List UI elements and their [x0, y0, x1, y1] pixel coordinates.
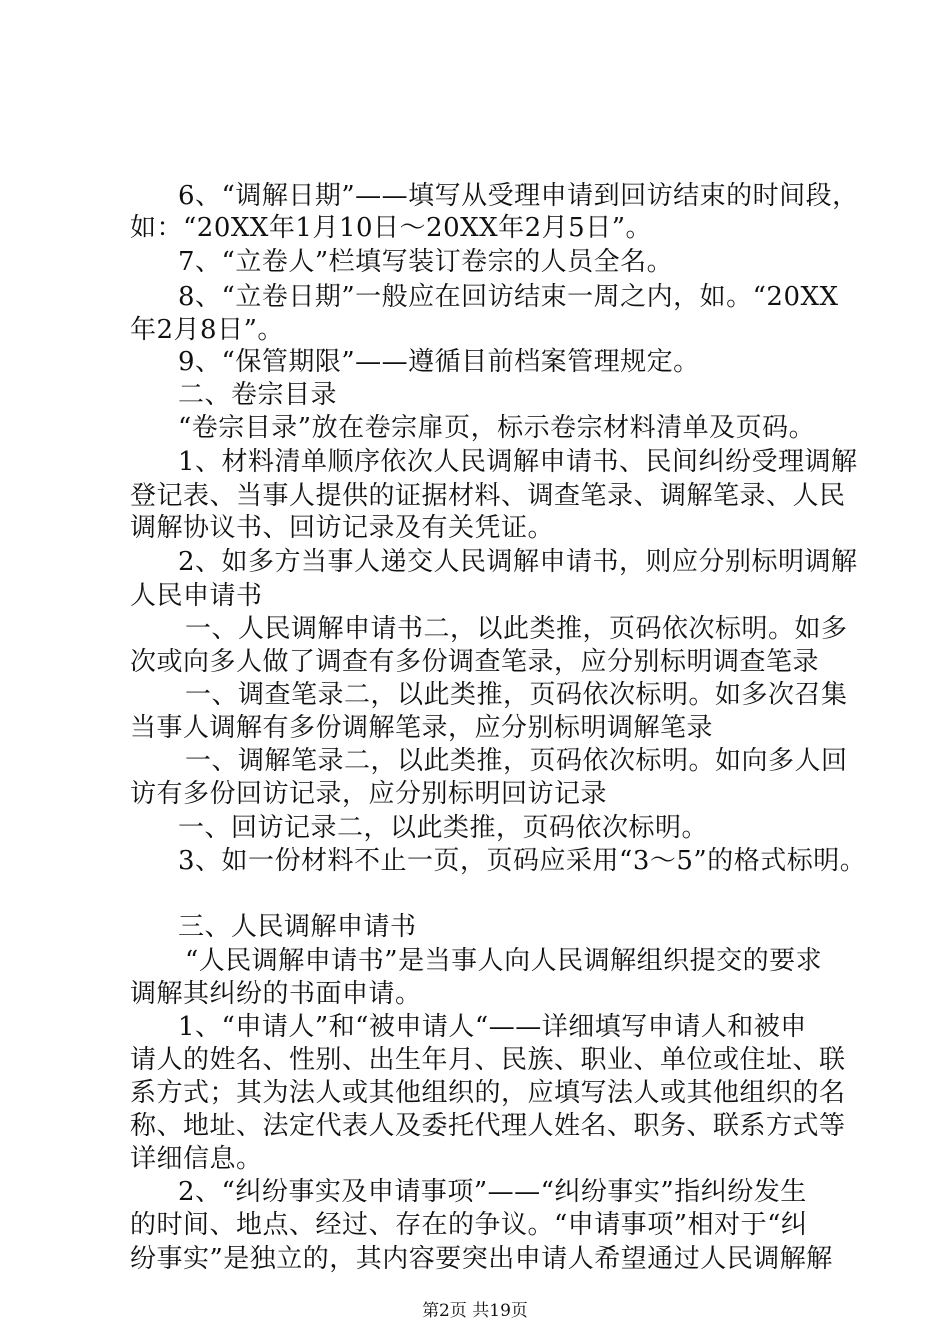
text-line: 访有多份回访记录，应分别标明回访记录: [130, 779, 608, 809]
text-line: 称、地址、法定代表人及委托代理人姓名、职务、联系方式等: [130, 1111, 846, 1141]
text-line: 详细信息。: [130, 1144, 263, 1174]
text-line: 6、“调解日期”——填写从受理申请到回访结束的时间段，: [178, 181, 859, 211]
text-line: 的时间、地点、经过、存在的争议。“申请事项”相对于“纠: [130, 1210, 808, 1240]
text-line: 2、如多方当事人递交人民调解申请书，则应分别标明调解: [178, 547, 858, 577]
text-line: 调解协议书、回访记录及有关凭证。: [130, 513, 555, 543]
text-line: “卷宗目录”放在卷宗扉页，标示卷宗材料清单及页码。: [178, 413, 816, 443]
text-line: 7、“立卷人”栏填写装订卷宗的人员全名。: [178, 247, 674, 277]
text-line: 调解其纠纷的书面申请。: [130, 979, 422, 1009]
text-line: 2、“纠纷事实及申请事项”——“纠纷事实”指纠纷发生: [178, 1177, 807, 1207]
text-line: 次或向多人做了调查有多份调查笔录，应分别标明调查笔录: [130, 647, 820, 677]
text-line: 纷事实”是独立的，其内容要突出申请人希望通过人民调解解: [130, 1244, 833, 1274]
text-line: 一、人民调解申请书二，以此类推，页码依次标明。如多: [185, 614, 848, 644]
text-line: 如：“20XX年1月10日～20XX年2月5日”。: [130, 213, 653, 243]
text-line: 3、如一份材料不止一页，页码应采用“3～5”的格式标明。: [178, 846, 867, 876]
text-line: 年2月8日”。: [130, 315, 284, 345]
section-heading: 三、人民调解申请书: [178, 912, 417, 942]
text-line: 一、调解笔录二，以此类推，页码依次标明。如向多人回: [185, 746, 848, 776]
section-heading: 二、卷宗目录: [178, 380, 338, 410]
text-line: 请人的姓名、性别、出生年月、民族、职业、单位或住址、联: [130, 1045, 846, 1075]
text-line: 登记表、当事人提供的证据材料、调查笔录、调解笔录、人民: [130, 481, 846, 511]
text-line: 一、调查笔录二，以此类推，页码依次标明。如多次召集: [185, 680, 848, 710]
text-line: 8、“立卷日期”一般应在回访结束一周之内，如。“20XX: [178, 282, 839, 312]
text-line: 9、“保管期限”——遵循目前档案管理规定。: [178, 347, 700, 377]
text-line: 1、“申请人”和“被申请人“——详细填写申请人和被申: [178, 1012, 807, 1042]
text-line: 人民申请书: [130, 581, 263, 611]
text-line: 当事人调解有多份调解笔录，应分别标明调解笔录: [130, 713, 714, 743]
text-line: 一、回访记录二，以此类推，页码依次标明。: [178, 813, 709, 843]
text-line: “人民调解申请书”是当事人向人民调解组织提交的要求: [185, 946, 823, 976]
page-number-footer: 第2页 共19页: [422, 1301, 528, 1321]
text-line: 系方式；其为法人或其他组织的，应填写法人或其他组织的名: [130, 1078, 846, 1108]
text-line: 1、材料清单顺序依次人民调解申请书、民间纠纷受理调解: [178, 447, 858, 477]
